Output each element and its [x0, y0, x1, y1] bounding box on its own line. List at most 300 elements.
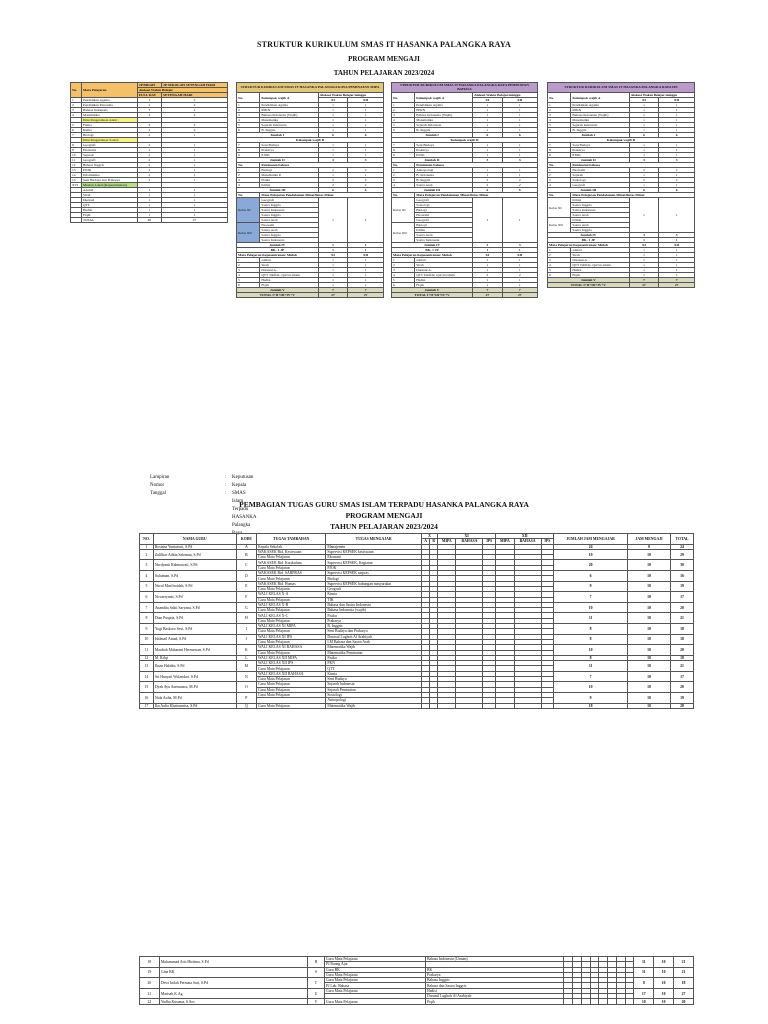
table-title: STRUKTUR KURIKULUM SMAS IT HASANKA PALANGKA RAYA PEMINATAN BAHASA [392, 83, 538, 93]
table-cell: 2 [137, 178, 161, 183]
table-cell: 2 [71, 103, 82, 108]
jumlah-jam: 8 [554, 624, 628, 635]
teacher-name: Nurdyanti Rahmawati, S.Pd [153, 560, 236, 571]
table-cell: Sastra Arab [571, 223, 629, 228]
table-cell: XI [318, 253, 348, 258]
table-cell: 27 [348, 293, 384, 298]
curriculum-ips-table [547, 82, 695, 288]
table-cell: 1 [348, 123, 384, 128]
table-cell: Sosiologi [415, 203, 473, 208]
table-cell: 1 [629, 258, 659, 263]
table-cell: Jumlah III [548, 188, 630, 193]
total-jam: 21 [671, 613, 694, 624]
tugas-mengajar: Ekonomi [326, 555, 422, 560]
table-cell: 2 [162, 128, 228, 133]
table-cell: TOTAL I+II+III+IV+V [392, 293, 473, 298]
table-cell: 1 [629, 108, 659, 113]
table-cell: 1 [137, 213, 161, 218]
tugas-tambahan: Guru Mata Pelajaran [257, 586, 326, 591]
tugas-tambahan: PJ Ruang Ajar [324, 962, 425, 967]
table-cell: Jumlah II [548, 158, 630, 163]
table-cell: TOTAL I+II+III+IV+V [548, 283, 630, 288]
class-cell [573, 999, 582, 1004]
table-cell: Jumlah III [392, 188, 473, 193]
tugas-mengajar: B. Inggris [326, 624, 422, 629]
tugas-tambahan: Guru Mata Pelajaran [257, 682, 326, 687]
table-cell: No. [237, 193, 260, 198]
table-cell: 9 [71, 148, 82, 153]
gcol-ips: IPS [483, 539, 496, 544]
table-cell: 3 [392, 178, 415, 183]
table-cell: 8 [392, 148, 415, 153]
table-cell: Kelompok wajib B [392, 138, 538, 143]
table-cell: 1 [162, 178, 228, 183]
table-cell: 1 [318, 198, 348, 243]
class-cell [421, 703, 429, 708]
table-cell: Mata Pelajaran Pendalaman Minat/lintas Minat [571, 193, 695, 198]
jam-mengaji: 10 [627, 571, 670, 582]
table-cell: Bahasa Indonesia (Wajib) [415, 113, 473, 118]
table-cell: 1 [473, 278, 502, 283]
table-cell: 1 [502, 108, 537, 113]
table-cell: 1 [162, 203, 228, 208]
table-cell [71, 218, 82, 223]
table-cell: 1 [392, 258, 415, 263]
jam-mengaji: 10 [627, 703, 670, 708]
table-cell: 4 [392, 183, 415, 188]
table-row [548, 93, 695, 98]
col-halfday: SETENGAH HARI [162, 93, 228, 98]
table-cell: B. Inggris [415, 128, 473, 133]
table-cell: 1 [473, 103, 502, 108]
table-cell: 2 [137, 153, 161, 158]
table-cell: 2 [392, 263, 415, 268]
table-cell: Biologi [415, 208, 473, 213]
table-cell: 1 [348, 143, 384, 148]
table-cell: 7 [473, 288, 502, 293]
table-cell: Prakarya [571, 148, 629, 153]
table-cell: 1 [348, 148, 384, 153]
tugas-mengajar: Prakarya [326, 618, 422, 623]
table-cell: 3 [659, 233, 695, 238]
table-cell: Pendidikan Pancasila [82, 103, 138, 108]
table-cell: BK. 1 JP [392, 248, 473, 253]
table-cell: 1 [318, 128, 348, 133]
gcol-tambahan: TUGAS TAMBAHAN [257, 534, 326, 545]
table-cell: 6 [237, 128, 260, 133]
table-cell: 1 [629, 113, 659, 118]
jam-mengaji: 10 [654, 988, 674, 999]
table-cell: XVI [71, 183, 82, 188]
table-cell: 4 [237, 183, 260, 188]
table-cell: 1 [659, 183, 695, 188]
table-cell: Jumlah IV [548, 233, 630, 238]
gcol-nama: NAMA GURU [153, 534, 236, 545]
table-cell: Kimia [571, 218, 629, 223]
table-cell: 1 [659, 273, 695, 278]
table-cell: 6 [659, 188, 695, 193]
teacher-name: Dyah Ayu Anenanaru, M.Pd [153, 682, 236, 693]
table-cell: No. [548, 193, 571, 198]
table-row [548, 283, 695, 288]
table-cell: 2 [237, 173, 260, 178]
table-cell: 1 [348, 248, 384, 253]
table-cell: 5 [237, 278, 260, 283]
table-cell: 1 [502, 128, 537, 133]
table-cell: 1 [318, 118, 348, 123]
tugas-mengajar: Manajemen [326, 544, 422, 549]
jumlah-jam: 11 [634, 957, 654, 968]
table-cell: 2 [348, 168, 384, 173]
tugas-tambahan: Guru Mata Pelajaran [257, 597, 326, 602]
total-jam: 17 [671, 592, 694, 603]
table-cell: 1 [659, 143, 695, 148]
jumlah-jam: 10 [634, 999, 654, 1004]
table-cell: 3 [473, 243, 502, 248]
table-cell: Geografi [260, 198, 318, 203]
table-cell: 5 [392, 278, 415, 283]
table-cell: QTT Tahfidz, Qur'an tahsin [415, 273, 473, 278]
gcol-mipa2: MIPA [496, 539, 514, 544]
colon: : [225, 475, 227, 480]
guru-subtitle: PROGRAM MENGAJI [345, 511, 423, 520]
table-cell: 2 [659, 178, 695, 183]
gcol-kode: KODE [236, 534, 256, 545]
table-cell: 7 [71, 133, 82, 138]
gcol-b: B [430, 539, 438, 544]
guru-year: TAHUN PELAJARAN 2023/2024 [330, 522, 438, 531]
teacher-code: G [236, 602, 256, 613]
table-cell: 1 [162, 213, 228, 218]
jam-mengaji: 10 [627, 634, 670, 645]
col-no: No. [237, 93, 260, 103]
table-cell: adabul [415, 258, 473, 263]
jumlah-jam: 11 [554, 661, 628, 672]
teacher-code: R [308, 957, 325, 968]
teacher-name: Sri Hanyati Wulandari, S.Pd [153, 671, 236, 682]
table-cell: Geografi [571, 183, 629, 188]
tugas-mengajar: Bahasa dan Sastra Inggris [425, 983, 563, 988]
teacher-name: Sulaiman, S.Pd [153, 571, 236, 582]
class-cell [590, 999, 599, 1004]
table-cell: 1 [629, 253, 659, 258]
table-cell: 2 [473, 273, 502, 278]
table-cell: 1 [162, 193, 228, 198]
tugas-mengajar: Matematika Wajib [326, 703, 422, 708]
table-cell: 6 [502, 133, 537, 138]
table-cell: 1 [629, 148, 659, 153]
table-cell: 1 [348, 263, 384, 268]
teacher-assignment-table [139, 533, 694, 709]
tugas-tambahan: Guru Mata Pelajaran [257, 608, 326, 613]
table-cell: 1 [502, 113, 537, 118]
tugas-mengajar: Kimia [326, 592, 422, 597]
tugas-mengajar: Biologi [326, 576, 422, 581]
table-cell: Bahasa Indonesia [82, 108, 138, 113]
jumlah-jam: 10 [554, 645, 628, 656]
teacher-code: P [236, 692, 256, 703]
teacher-no: 8 [140, 613, 154, 624]
table-cell: Mata Pelajaran Pendalaman Minat/lintas Minat [415, 193, 538, 198]
table-cell: 2 [162, 123, 228, 128]
table-row [392, 93, 538, 98]
teacher-assignment-table-page2 [139, 956, 694, 1005]
table-cell: Hadist [260, 278, 318, 283]
table-cell: PJOK [82, 168, 138, 173]
teacher-no: 16 [140, 692, 154, 703]
table-cell: Kimia [415, 228, 473, 233]
table-cell: 27 [318, 293, 348, 298]
table-cell: 1 [548, 168, 571, 173]
tugas-tambahan: Guru Mata Pelajaran [257, 555, 326, 560]
tugas-mengajar: Supervisi KEPSEK kesiswaan [326, 549, 422, 554]
tugas-tambahan: PJ Lab. Bahasa [324, 983, 425, 988]
table-cell: Durusul A. [260, 268, 318, 273]
teacher-name: M. Rifqi [153, 655, 236, 660]
jumlah-jam: 24 [554, 544, 628, 549]
jam-mengaji: 10 [627, 682, 670, 693]
table-cell: 1 [473, 128, 502, 133]
table-cell: 1 [71, 98, 82, 103]
table-cell: Jumlah III [237, 188, 319, 193]
table-cell: 1 [548, 248, 571, 253]
jam-mengaji: 10 [627, 692, 670, 703]
lampiran-label: Lampiran [150, 475, 170, 480]
col-xii: XII [348, 98, 384, 103]
gcol-jumlah: JUMLAH JAM MENGAJAR [554, 534, 628, 545]
tugas-tambahan: WAKASEK Bid. Kurikulum [257, 560, 326, 565]
table-cell: 1 [318, 113, 348, 118]
jam-mengaji: 10 [627, 624, 670, 635]
table-cell: 1 [502, 278, 537, 283]
table-cell: Mata Pelajaran Kepesantrenan/ Muloh [392, 253, 473, 258]
table-cell: Sastra Arab [260, 218, 318, 223]
teacher-name: Gina BK [159, 967, 307, 978]
jumlah-jam: 9 [554, 581, 628, 592]
table-cell: 5 [237, 123, 260, 128]
table-cell: 2 [502, 183, 537, 188]
tugas-tambahan: Guru Mata Pelajaran [257, 639, 326, 644]
total-jam: 18 [674, 978, 694, 989]
table-cell: PJOK [260, 153, 318, 158]
tugas-tambahan: Guru Mata Pelajaran [257, 629, 326, 634]
table-cell: B. Inggris [415, 178, 473, 183]
teacher-name: Rosiana Yuniastuti, S.Pd [153, 544, 236, 549]
class-cell [599, 999, 608, 1004]
class-cell [514, 703, 541, 708]
teacher-code: F [236, 592, 256, 603]
total-jam: 21 [674, 957, 694, 968]
table-cell: 2 [392, 173, 415, 178]
table-cell: Ekonomi [260, 223, 318, 228]
teacher-no: 11 [140, 645, 154, 656]
table-cell: Matematika [415, 118, 473, 123]
tugas-tambahan: Kepala Sekolah [257, 544, 326, 549]
jumlah-jam: 8 [554, 655, 628, 660]
col-mapel: Mata Pelajaran [82, 83, 138, 98]
table-cell: 6 [237, 283, 260, 288]
table-cell: 2 [629, 178, 659, 183]
table-cell: QTT [82, 203, 138, 208]
tugas-tambahan: WALI KELAS X-C [257, 613, 326, 618]
table-cell: 27 [629, 283, 659, 288]
table-cell: 1 [473, 148, 502, 153]
jam-mengaji: 10 [654, 957, 674, 968]
table-cell: 1 [137, 203, 161, 208]
table-cell: Fisika [260, 178, 318, 183]
table-cell: XI [629, 243, 659, 248]
table-cell: 1 [548, 103, 571, 108]
table-cell: 6 [318, 188, 348, 193]
jam-mengaji: 10 [627, 560, 670, 571]
table-cell: 10 [71, 153, 82, 158]
total-jam: 19 [671, 692, 694, 703]
teacher-code: E [236, 581, 256, 592]
table-cell: 8 [548, 148, 571, 153]
gcol-mengajar: TUGAS MENGAJAR [326, 534, 422, 545]
jumlah-jam: 11 [634, 967, 654, 978]
table-cell: Kimia [82, 128, 138, 133]
table-cell: Sastra Indonesia [260, 208, 318, 213]
table-cell: Seni Budaya [260, 143, 318, 148]
table-row [392, 83, 538, 93]
jam-mengaji: 10 [627, 592, 670, 603]
teacher-code: L [236, 655, 256, 660]
teacher-code: B [236, 549, 256, 560]
table-cell: 4 [237, 118, 260, 123]
table-cell: 1 [473, 153, 502, 158]
table-cell: Sastra Inggris [571, 228, 629, 233]
table-cell: Sirah [82, 193, 138, 198]
table-cell: 1 [502, 103, 537, 108]
colon: : [225, 483, 227, 488]
table-cell: 1 [318, 273, 348, 278]
table-cell: Kelas XII [548, 218, 571, 233]
table-cell: Kimia [260, 183, 318, 188]
tugas-mengajar: BK [425, 967, 563, 972]
table-cell: PJOK [571, 153, 629, 158]
table-cell: 1 [629, 268, 659, 273]
teacher-code: I [236, 624, 256, 635]
tugas-mengajar: Seni Budaya [326, 677, 422, 682]
table-cell: 1 [659, 198, 695, 233]
table-cell: Jumlah II [392, 158, 473, 163]
table-cell: 1 [629, 128, 659, 133]
tugas-mengajar: Supervisi KEPSEK sarpras [326, 571, 422, 576]
table-cell: 3 [137, 113, 161, 118]
teacher-no: 3 [140, 560, 154, 571]
teacher-name: Ishlmail Amad, S.Pd [153, 634, 236, 645]
table-cell: 3 [71, 108, 82, 113]
table-cell: 1 [659, 113, 695, 118]
curriculum-general-table [70, 82, 228, 223]
table-cell: Hadist [82, 208, 138, 213]
table-cell: 1 [318, 283, 348, 288]
table-cell: 40 [137, 218, 161, 223]
table-cell: Biologi [260, 168, 318, 173]
table-cell: 1 [473, 168, 502, 173]
teacher-code: U [308, 988, 325, 999]
table-title: STRUKTUR KURIKULUM SMAS IT HASANKA PALANGKA RAYA IPS [548, 83, 695, 93]
jumlah-jam: 20 [554, 560, 628, 571]
table-cell: 1 [137, 198, 161, 203]
tugas-tambahan: Guru Mata Pelajaran [257, 666, 326, 671]
jam-mengaji: 10 [627, 661, 670, 672]
tugas-tambahan: Guru Mata Pelajaran [257, 692, 326, 697]
table-cell: 1 [629, 198, 659, 233]
teacher-name: Yogi Baskoro Sevi, S.Pd [153, 624, 236, 635]
col-jp: JP BIDAH [137, 83, 161, 88]
page-year: TAHUN PELAJARAN 2023/2024 [333, 69, 435, 77]
table-cell: Matematika [82, 113, 138, 118]
table-cell: 7 [318, 288, 348, 293]
table-cell: 4 [548, 118, 571, 123]
table-row [237, 293, 384, 298]
table-cell: 3 [502, 158, 537, 163]
table-cell: 2 [502, 178, 537, 183]
jam-mengaji: 10 [654, 999, 674, 1004]
guru-title: PEMBAGIAN TUGAS GURU SMAS ISLAM TERPADU HASANKA PALANGKA RAYA [239, 500, 529, 509]
total-jam: 18 [671, 634, 694, 645]
table-cell: 2 [137, 168, 161, 173]
table-cell: 1 [502, 148, 537, 153]
table-cell: Peminatan bahasa [571, 163, 695, 168]
table-cell: 7 [502, 288, 537, 293]
table-cell: BK. 1 JP [237, 248, 319, 253]
table-cell: 1 [659, 253, 695, 258]
jumlah-jam: 10 [554, 682, 628, 693]
table-cell: 1 [659, 173, 695, 178]
teacher-name: Novaeryanti, S.Pd [153, 592, 236, 603]
table-cell: Jumlah IV [237, 243, 319, 248]
col-no: No. [548, 93, 571, 103]
table-cell: 1 [348, 243, 384, 248]
total-jam: 19 [671, 581, 694, 592]
jam-mengaji: 10 [627, 613, 670, 624]
teacher-code: J [236, 634, 256, 645]
jam-mengaji: 10 [627, 655, 670, 660]
table-cell: 6 [502, 188, 537, 193]
table-row [140, 703, 694, 708]
tugas-mengajar: Fisika [326, 613, 422, 618]
table-row [140, 999, 694, 1004]
table-cell: 2 [137, 158, 161, 163]
table-cell: Hadist [415, 278, 473, 283]
table-cell: Jumlah I [392, 133, 473, 138]
table-cell: 1 [473, 143, 502, 148]
tugas-mengajar: Durusul Lughoh Al Arabiyah [326, 634, 422, 639]
table-cell: 1 [502, 168, 537, 173]
tugas-mengajar: Sejarah Indonesia [326, 682, 422, 687]
table-cell: Kelas XI [392, 198, 415, 223]
table-cell: 1 [473, 108, 502, 113]
table-cell: 1 [348, 153, 384, 158]
table-cell: 1 [502, 268, 537, 273]
tugas-mengajar: Supervisi KEPSEK, Kegiatan [326, 560, 422, 565]
table-cell: 2 [162, 108, 228, 113]
class-cell [625, 999, 634, 1004]
class-cell [496, 703, 514, 708]
table-cell: XI [473, 253, 502, 258]
table-cell: 2 [162, 113, 228, 118]
total-jam: 20 [671, 682, 694, 693]
table-cell: 2 [137, 103, 161, 108]
table-cell: Geografi [82, 143, 138, 148]
table-cell: Sastra Arab [415, 233, 473, 238]
teacher-name: Nida Aulia, M.Pd [153, 692, 236, 703]
page-title: STRUKTUR KURIKULUM SMAS IT HASANKA PALANGKA RAYA [256, 40, 512, 49]
table-cell: Sejarah Indonesia [415, 123, 473, 128]
